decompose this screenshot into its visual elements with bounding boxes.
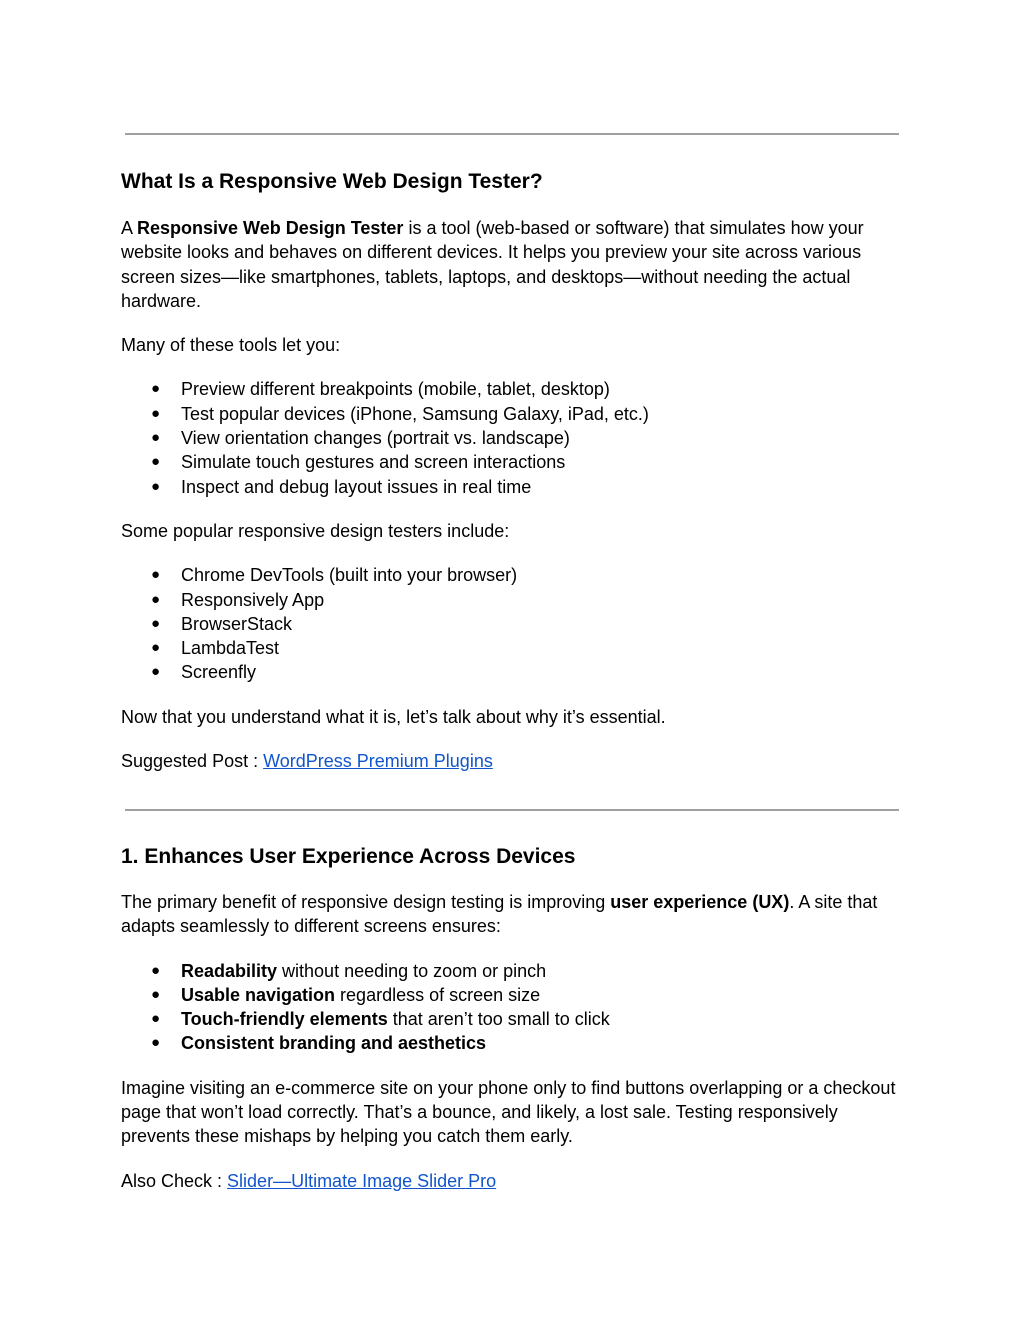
list-item: ● Usable navigation regardless of screen size bbox=[121, 983, 901, 1007]
bullet-icon: ● bbox=[151, 663, 161, 681]
section-heading: 1. Enhances User Experience Across Devices bbox=[121, 845, 576, 868]
suggested-post-link[interactable]: WordPress Premium Plugins bbox=[263, 751, 493, 772]
testers-list bbox=[121, 563, 901, 684]
list-item: ● Readability without needing to zoom or pinch bbox=[121, 959, 901, 983]
bullet-icon: ● bbox=[151, 453, 161, 471]
ux-bold-term: user experience (UX) bbox=[610, 892, 790, 912]
section-enhances-ux bbox=[121, 844, 901, 1193]
list-item: ● Screenfly bbox=[121, 660, 901, 684]
example-paragraph: Imagine visiting an e-commerce site on your phone only to find buttons overlapping or a checkout page that won’t load correctly. That’s a bounce, and likely, a lost sale. Testing responsively prevents these mishaps by helping you catch them early. bbox=[121, 1077, 896, 1147]
benefits-list bbox=[121, 959, 901, 1056]
list-item: ● View orientation changes (portrait vs. landscape) bbox=[121, 426, 901, 450]
list-item: ● Touch-friendly elements that aren’t too small to click bbox=[121, 1007, 901, 1031]
features-list bbox=[121, 377, 901, 498]
section-heading: What Is a Responsive Web Design Tester? bbox=[121, 170, 543, 193]
ux-intro-text-rest: . A site that adapts seamlessly to different screens ensures: bbox=[121, 892, 878, 937]
list-item: ● Inspect and debug layout issues in real time bbox=[121, 475, 901, 499]
list-item: ● Chrome DevTools (built into your browser) bbox=[121, 563, 901, 587]
suggested-post-label: Suggested Post : bbox=[121, 751, 264, 772]
list-item: ● Simulate touch gestures and screen interactions bbox=[121, 450, 901, 474]
horizontal-divider bbox=[125, 809, 899, 811]
intro-text-rest: is a tool (web-based or software) that simulates how your website looks and behaves on different devices. It helps you preview your site across various screen sizes—like smartphones, tablets, laptops, and desktops—without needing the actual hardware. bbox=[121, 218, 864, 311]
also-check-label: Also Check : bbox=[121, 1170, 228, 1191]
tools-intro-paragraph: Many of these tools let you: bbox=[121, 335, 341, 356]
list-item: ● Responsively App bbox=[121, 588, 901, 612]
also-check-link[interactable]: Slider—Ultimate Image Slider Pro bbox=[227, 1170, 497, 1191]
bullet-icon: ● bbox=[151, 404, 161, 422]
list-item: ● Consistent branding and aesthetics bbox=[121, 1031, 901, 1055]
closing-paragraph: Now that you understand what it is, let’s talk about why it’s essential. bbox=[121, 706, 666, 727]
list-item: ● Preview different breakpoints (mobile, tablet, desktop) bbox=[121, 377, 901, 401]
bullet-icon: ● bbox=[151, 590, 161, 608]
bullet-icon: ● bbox=[151, 1034, 161, 1052]
bullet-icon: ● bbox=[151, 477, 161, 495]
bullet-icon: ● bbox=[151, 961, 161, 979]
horizontal-divider bbox=[125, 133, 899, 135]
ux-intro-text: The primary benefit of responsive design testing is improving bbox=[121, 892, 611, 912]
list-item: ● BrowserStack bbox=[121, 612, 901, 636]
intro-text: A bbox=[121, 218, 138, 238]
bullet-icon: ● bbox=[151, 429, 161, 447]
suggested-post-paragraph bbox=[121, 749, 901, 773]
ux-intro-paragraph bbox=[121, 890, 901, 939]
list-item: ● Test popular devices (iPhone, Samsung Galaxy, iPad, etc.) bbox=[121, 402, 901, 426]
bullet-icon: ● bbox=[151, 380, 161, 398]
list-item: ● LambdaTest bbox=[121, 636, 901, 660]
also-check-paragraph bbox=[121, 1169, 901, 1193]
bullet-icon: ● bbox=[151, 1010, 161, 1028]
testers-intro-paragraph: Some popular responsive design testers include: bbox=[121, 520, 510, 541]
bullet-icon: ● bbox=[151, 566, 161, 584]
bullet-icon: ● bbox=[151, 639, 161, 657]
bullet-icon: ● bbox=[151, 985, 161, 1003]
intro-bold-term: Responsive Web Design Tester bbox=[137, 218, 404, 238]
section-what-is bbox=[121, 169, 901, 773]
bullet-icon: ● bbox=[151, 614, 161, 632]
intro-paragraph bbox=[121, 216, 901, 313]
